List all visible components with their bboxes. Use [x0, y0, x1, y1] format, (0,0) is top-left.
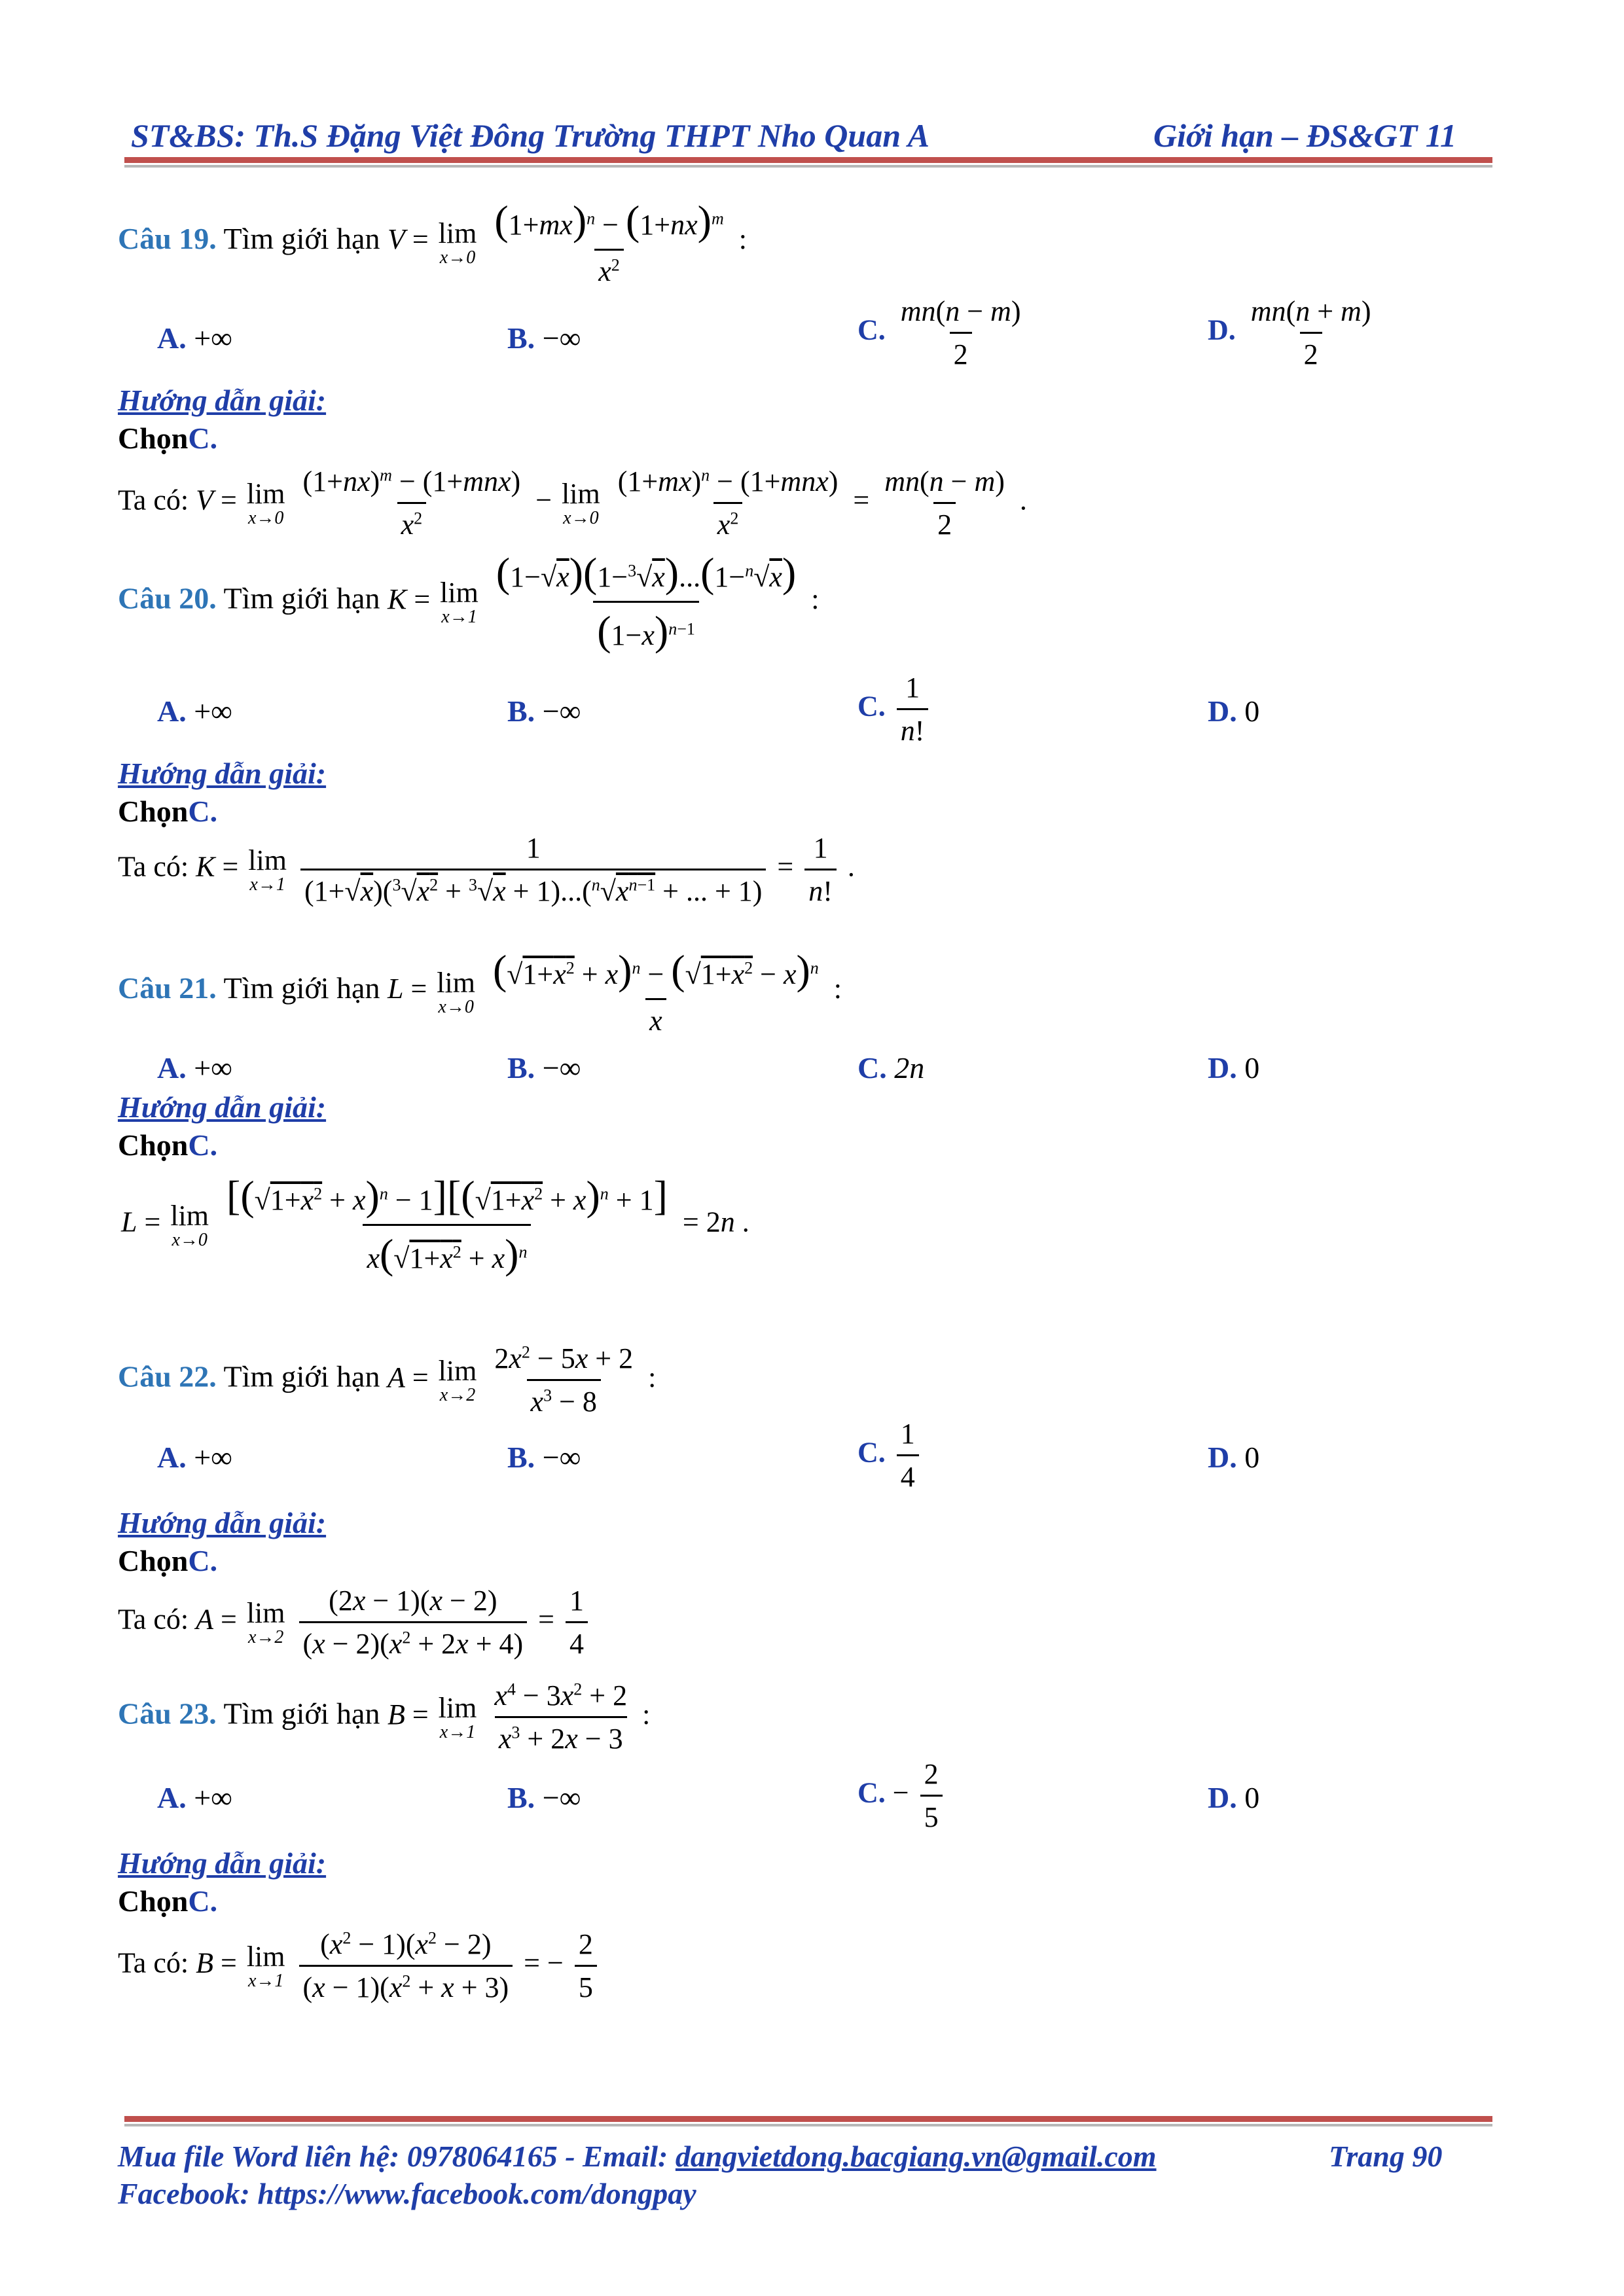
header-left: ST&BS: Th.S Đặng Việt Đông Trường THPT Nho Quan A: [131, 117, 929, 154]
question-prompt: Tìm giới hạn: [223, 222, 380, 256]
footer-rule: [124, 2116, 1492, 2122]
question-number: Câu 21.: [118, 971, 217, 1005]
option-d[interactable]: D. $\frac{mn(n + m)}{2}$: [1208, 295, 1371, 370]
option-d[interactable]: D. 0: [1208, 1051, 1260, 1085]
choice: ChọnC.: [118, 1544, 218, 1577]
option-a[interactable]: A. +∞: [157, 694, 232, 728]
question-number: Câu 20.: [118, 581, 217, 615]
guide-heading: Hướng dẫn giải:: [118, 1506, 327, 1539]
option-a[interactable]: A. +∞: [157, 321, 232, 355]
question-number: Câu 22.: [118, 1359, 217, 1393]
choice: ChọnC.: [118, 795, 218, 828]
option-b[interactable]: B. −∞: [507, 321, 581, 355]
footer-rule-thin: [124, 2124, 1492, 2126]
option-b[interactable]: B. −∞: [507, 1051, 581, 1085]
question-prompt: Tìm giới hạn: [223, 1359, 380, 1393]
header-rule: [124, 157, 1492, 163]
guide-heading: Hướng dẫn giải:: [118, 1090, 327, 1124]
question-prompt: Tìm giới hạn: [223, 581, 380, 615]
option-a[interactable]: A. +∞: [157, 1781, 232, 1814]
solution-23: Ta có: B = lim x→1 $\frac{(x^2 - 1)(x^2 - 2)}{(x - 1)(x^2 + x + 3)}$ = − $\frac{2}{5}$: [118, 1928, 601, 2004]
footer-facebook[interactable]: Facebook: https://www.facebook.com/dongpay: [118, 2177, 696, 2210]
option-c[interactable]: C. $\frac{mn(n - m)}{2}$: [857, 295, 1021, 370]
header-rule-thin: [124, 165, 1492, 168]
limit-expression: L = lim x→0 $\frac{(√1+x^2 + x)^n - (√1+x^2 - x)^n}{x}$ :: [387, 946, 842, 1037]
question-22: [118, 1342, 656, 1418]
guide-heading: Hướng dẫn giải:: [118, 384, 327, 417]
question-19: [118, 196, 747, 288]
email-link[interactable]: dangvietdong.bacgiang.vn@gmail.com: [675, 2140, 1157, 2173]
solution-20: Ta có: K = lim x→1 $\frac{1}{(1+√x)(^3√x^2 + ^3√x + 1)...(^n√x^{n-1} + ... + 1)}$ = $\frac{1}{n!}$ .: [118, 832, 855, 907]
option-a[interactable]: A. +∞: [157, 1441, 232, 1474]
option-d[interactable]: D. 0: [1208, 694, 1260, 728]
choice: ChọnC.: [118, 1128, 218, 1162]
option-d[interactable]: D. 0: [1208, 1441, 1260, 1474]
option-b[interactable]: B. −∞: [507, 694, 581, 728]
guide-heading: Hướng dẫn giải:: [118, 1846, 327, 1880]
question-prompt: Tìm giới hạn: [223, 1696, 380, 1731]
limit-expression: A = lim x→2 $\frac{2x^2 - 5x + 2}{x^3 - 8}$ :: [387, 1342, 657, 1418]
page-number: Trang 90: [1329, 2140, 1443, 2173]
option-c[interactable]: C. $\frac{1}{4}$: [857, 1417, 923, 1494]
choice: ChọnC.: [118, 422, 218, 455]
limit-expression: V = lim x→0 $\frac{(1+mx)^n - (1+nx)^m}{x^2}$ :: [387, 197, 747, 287]
guide-heading: Hướng dẫn giải:: [118, 757, 327, 790]
question-prompt: Tìm giới hạn: [223, 971, 380, 1005]
question-number: Câu 19.: [118, 222, 217, 256]
limit-expression: K = lim x→1 $\frac{(1-√x)(1-^3√x)...(1-^n√x)}{(1-x)^{n-1}}$ :: [387, 549, 820, 654]
option-d[interactable]: D. 0: [1208, 1781, 1260, 1814]
option-c[interactable]: C. 2n: [857, 1051, 925, 1085]
question-20: [118, 548, 819, 655]
choice: ChọnC.: [118, 1884, 218, 1918]
solution-22: Ta có: A = lim x→2 $\frac{(2x - 1)(x - 2)}{(x - 2)(x^2 + 2x + 4)}$ = $\frac{1}{4}$: [118, 1584, 592, 1660]
header-right: Giới hạn – ĐS&GT 11: [1153, 117, 1457, 154]
solution-19: Ta có: V = lim x→0 $\frac{(1+nx)^m - (1+mnx)}{x^2}$ − lim x→0 $\frac{(1+mx)^n - (1+mnx)}{x^2}$ = $\frac{mn(n - m)}{2}$ .: [118, 465, 1027, 541]
option-c[interactable]: C. − $\frac{2}{5}$: [857, 1757, 947, 1834]
question-number: Câu 23.: [118, 1696, 217, 1731]
option-b[interactable]: B. −∞: [507, 1781, 581, 1814]
footer-contact: Mua file Word liên hệ: 0978064165 - Email: dangvietdong.bacgiang.vn@gmail.com: [118, 2140, 1157, 2173]
question-21: [118, 946, 842, 1037]
option-a[interactable]: A. +∞: [157, 1051, 232, 1085]
option-b[interactable]: B. −∞: [507, 1441, 581, 1474]
option-c[interactable]: C. $\frac{1}{n!}$: [857, 671, 932, 747]
limit-expression: B = lim x→1 $\frac{x^4 - 3x^2 + 2}{x^3 + 2x - 3}$ :: [387, 1679, 651, 1755]
solution-21: L = lim x→0 $\frac{[(√1+x^2 + x)^n - 1][(√1+x^2 + x)^n + 1]}{x(√1+x^2 + x)^n}$ = 2n .: [121, 1172, 749, 1277]
question-23: [118, 1679, 650, 1755]
